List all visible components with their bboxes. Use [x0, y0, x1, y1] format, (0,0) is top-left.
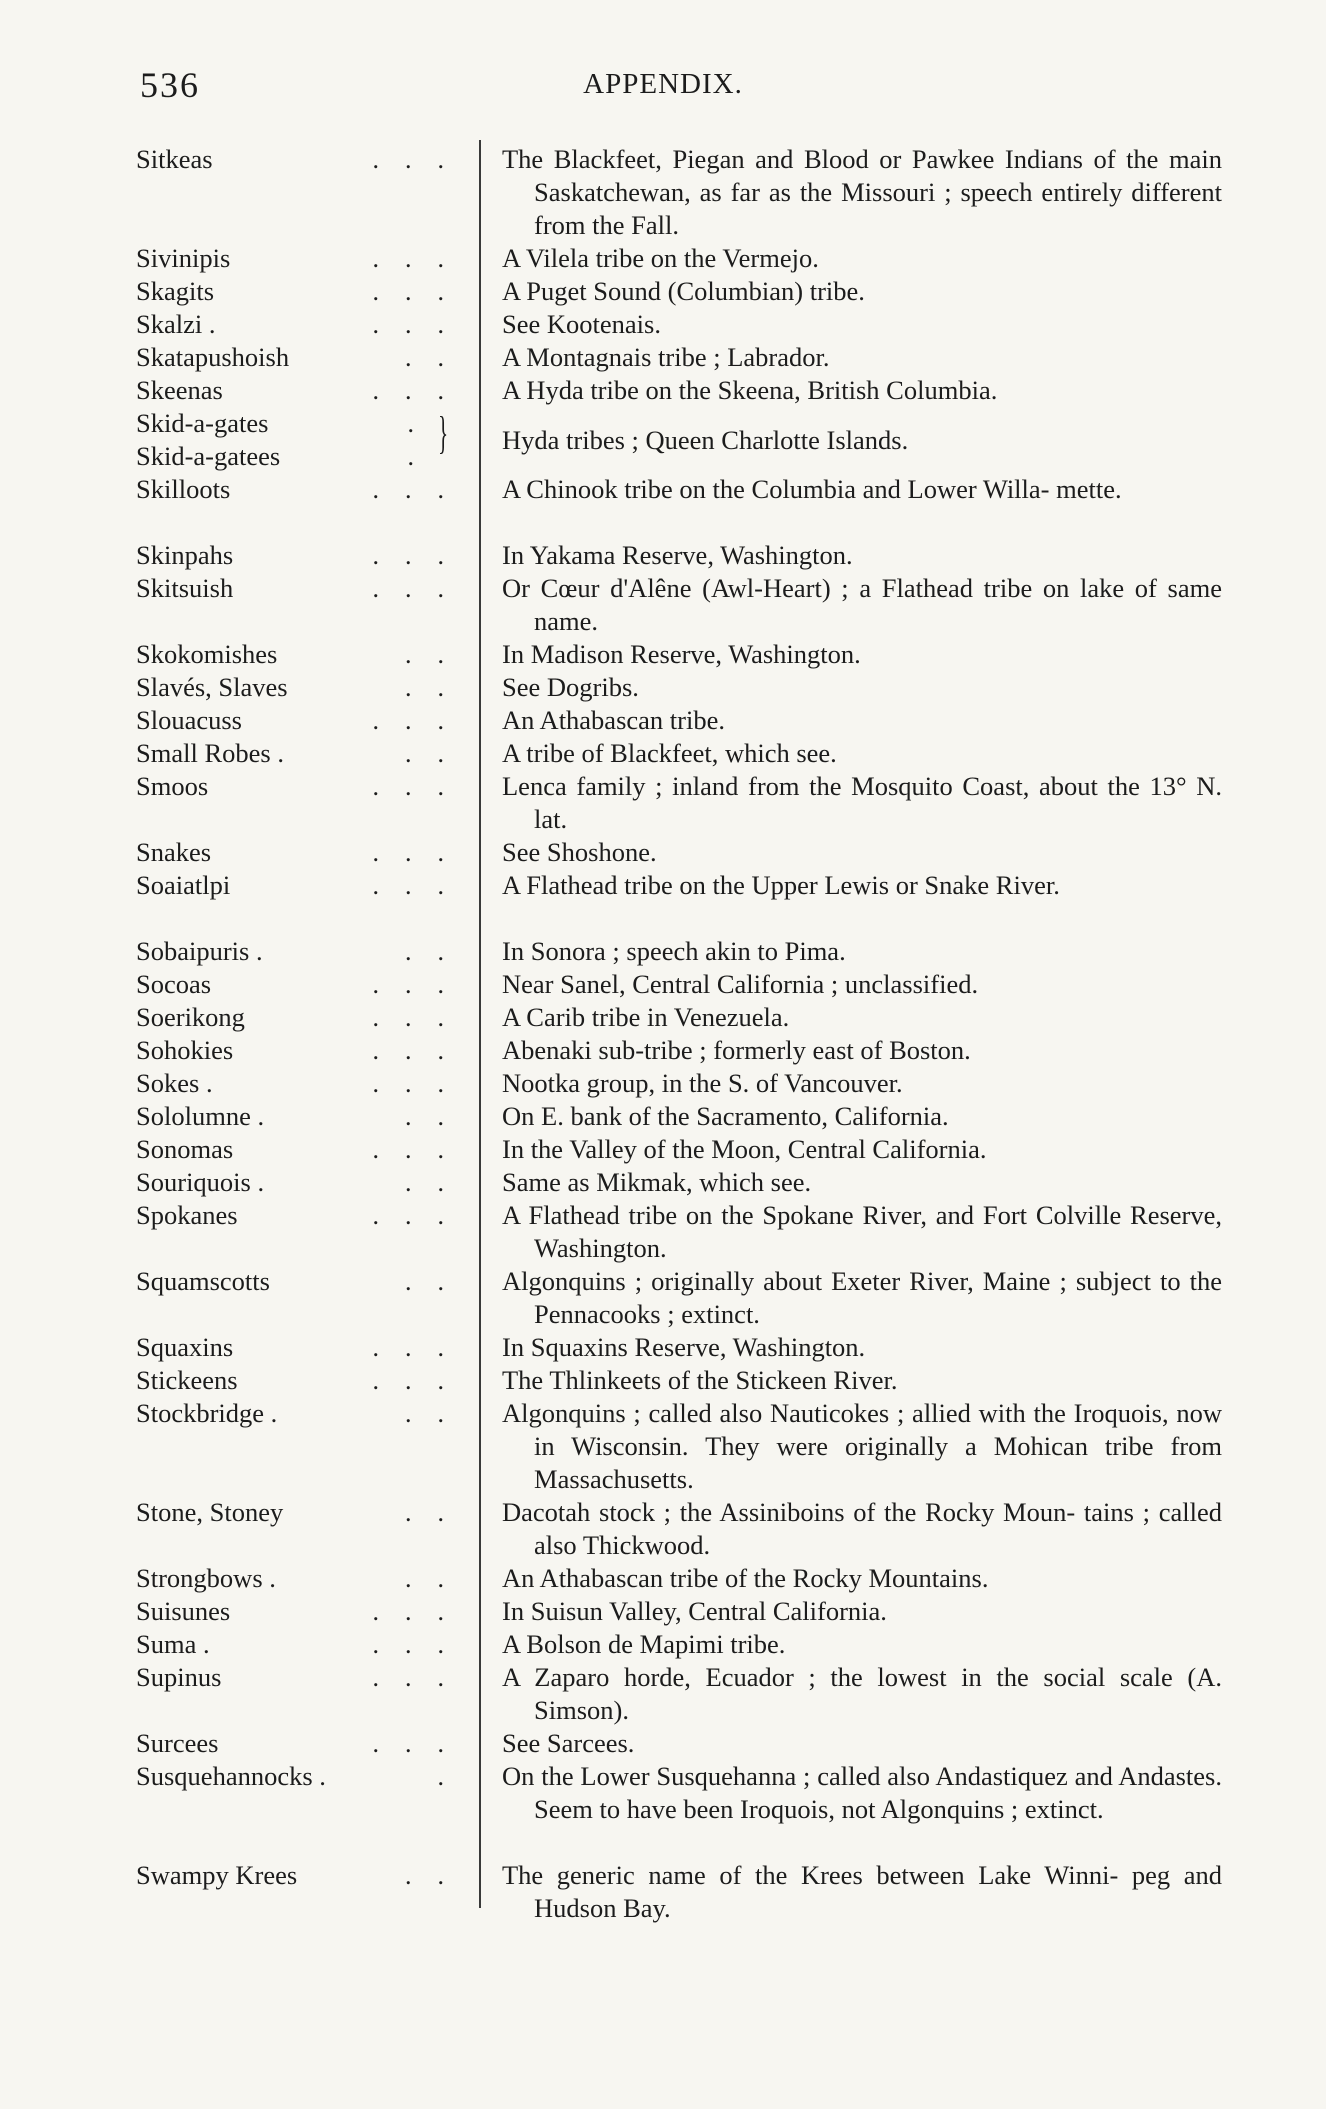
leader-dots: ...	[372, 706, 470, 735]
leader-dots: ..	[405, 343, 470, 372]
entry-description: See Shoshone.	[502, 837, 657, 867]
leader-dots: ..	[405, 1564, 470, 1593]
leader-dots: ...	[372, 838, 470, 867]
entry-name: Small Robes .	[136, 738, 284, 768]
entry-name: Skeenas	[136, 375, 223, 405]
entry-description: A Vilela tribe on the Vermejo.	[502, 243, 819, 273]
entry-description: Near Sanel, Central California ; unclassified.	[502, 969, 979, 999]
entry-description: See Dogribs.	[502, 672, 639, 702]
entry-name: Skatapushoish	[136, 342, 290, 372]
leader-dots: ..	[405, 640, 470, 669]
leader-dots: ...	[372, 574, 470, 603]
entry-description: An Athabascan tribe of the Rocky Mountains.	[502, 1563, 989, 1593]
entry-description: On E. bank of the Sacramento, California.	[502, 1101, 949, 1131]
entry-name: Surcees	[136, 1728, 219, 1758]
entry-description: Same as Mikmak, which see.	[502, 1167, 812, 1197]
entry-name: Stickeens	[136, 1365, 238, 1395]
leader-dots: ...	[372, 1597, 470, 1626]
entry-description: A Zaparo horde, Ecuador ; the lowest in the social scale (A. Simson).	[502, 1662, 1222, 1725]
entry-description: Nootka group, in the S. of Vancouver.	[502, 1068, 903, 1098]
leader-dots: ..	[405, 673, 470, 702]
entry-description: On the Lower Susquehanna ; called also Andastiquez and Andastes. Seem to have been Iroquois, not Algonquins ; extinct.	[502, 1761, 1222, 1824]
leader-dots: ...	[372, 145, 470, 174]
entry-description: The Blackfeet, Piegan and Blood or Pawkee Indians of the main Saskatchewan, as far as the Missouri ; speech entirely different from the Fall.	[502, 144, 1222, 240]
entry-name: Slavés, Slaves	[136, 672, 288, 702]
leader-dots: ...	[372, 376, 470, 405]
entry-name: Suisunes	[136, 1596, 231, 1626]
entry-name: Skalzi .	[136, 309, 216, 339]
entry-description: A Puget Sound (Columbian) tribe.	[502, 276, 865, 306]
entry-description: A Hyda tribe on the Skeena, British Columbia.	[502, 375, 998, 405]
entry-description: An Athabascan tribe.	[502, 705, 725, 735]
entry-description: Hyda tribes ; Queen Charlotte Islands.	[502, 425, 909, 455]
leader-dots: ...	[372, 970, 470, 999]
entry-name: Skilloots	[136, 474, 231, 504]
brace-icon: }	[438, 407, 449, 458]
entry-description: In Yakama Reserve, Washington.	[502, 540, 853, 570]
leader-dots: ...	[372, 1135, 470, 1164]
entry-name: Sivinipis	[136, 243, 231, 273]
entry-description: The generic name of the Krees between Lake Winni- peg and Hudson Bay.	[502, 1860, 1222, 1923]
leader-dots: .	[437, 1762, 470, 1791]
entry-name: Soerikong	[136, 1002, 245, 1032]
entry-description: In Madison Reserve, Washington.	[502, 639, 861, 669]
leader-dots: ...	[372, 772, 470, 801]
leader-dots: ...	[372, 1333, 470, 1362]
entry-name: Susquehannocks .	[136, 1761, 326, 1791]
leader-dots: ...	[372, 1663, 470, 1692]
entry-name: Skinpahs	[136, 540, 234, 570]
entry-name: Squaxins	[136, 1332, 234, 1362]
entry-description: A tribe of Blackfeet, which see.	[502, 738, 837, 768]
leader-dots: .	[407, 442, 440, 471]
entry-name: Souriquois .	[136, 1167, 265, 1197]
entry-name: Sokes .	[136, 1068, 213, 1098]
leader-dots: ...	[372, 541, 470, 570]
leader-dots: ...	[372, 475, 470, 504]
leader-dots: ...	[372, 310, 470, 339]
entry-name: Suma .	[136, 1629, 210, 1659]
entry-name: Sololumne .	[136, 1101, 265, 1131]
leader-dots: ...	[372, 1201, 470, 1230]
entry-name: Skagits	[136, 276, 215, 306]
entry-name: Socoas	[136, 969, 212, 999]
page-number: 536	[140, 65, 200, 105]
entry-name: Slouacuss	[136, 705, 242, 735]
entry-description: In Squaxins Reserve, Washington.	[502, 1332, 866, 1362]
running-title: APPENDIX.	[583, 68, 743, 100]
entry-description: In Sonora ; speech akin to Pima.	[502, 936, 846, 966]
entry-description: Abenaki sub-tribe ; formerly east of Boston.	[502, 1035, 971, 1065]
leader-dots: ..	[405, 1102, 470, 1131]
entry-description: A Bolson de Mapimi tribe.	[502, 1629, 786, 1659]
entry-description: In Suisun Valley, Central California.	[502, 1596, 887, 1626]
leader-dots: ..	[405, 1168, 470, 1197]
entry-name: Squamscotts	[136, 1266, 270, 1296]
entry-name: Skid-a-gates	[136, 408, 269, 438]
entry-description: A Montagnais tribe ; Labrador.	[502, 342, 830, 372]
entry-name: Stone, Stoney	[136, 1497, 284, 1527]
leader-dots: ..	[405, 739, 470, 768]
entry-name: Sohokies	[136, 1035, 234, 1065]
entry-description: A Flathead tribe on the Spokane River, and Fort Colville Reserve, Washington.	[502, 1200, 1222, 1263]
leader-dots: ..	[405, 1399, 470, 1428]
entry-name: Smoos	[136, 771, 209, 801]
leader-dots: ..	[405, 937, 470, 966]
entry-name: Sonomas	[136, 1134, 234, 1164]
leader-dots: ...	[372, 1366, 470, 1395]
entry-description: Or Cœur d'Alêne (Awl-Heart) ; a Flathead tribe on lake of same name.	[502, 573, 1222, 636]
entry-name: Swampy Krees	[136, 1860, 298, 1890]
entry-description: Algonquins ; originally about Exeter River, Maine ; subject to the Pennacooks ; extinct.	[502, 1266, 1222, 1329]
entry-description: A Chinook tribe on the Columbia and Lower Willa- mette.	[502, 474, 1122, 504]
entry-name: Sitkeas	[136, 144, 213, 174]
leader-dots: ..	[405, 1861, 470, 1890]
entry-name: Sobaipuris .	[136, 936, 263, 966]
entry-name: Skokomishes	[136, 639, 278, 669]
leader-dots: ..	[405, 1498, 470, 1527]
leader-dots: ...	[372, 1036, 470, 1065]
leader-dots: ...	[372, 277, 470, 306]
entry-name: Skid-a-gatees	[136, 441, 281, 471]
entry-name: Skitsuish	[136, 573, 234, 603]
entry-description: A Carib tribe in Venezuela.	[502, 1002, 790, 1032]
leader-dots: ...	[372, 871, 470, 900]
entry-description: The Thlinkeets of the Stickeen River.	[502, 1365, 898, 1395]
entry-description: Lenca family ; inland from the Mosquito Coast, about the 13° N. lat.	[502, 771, 1222, 834]
entry-description: Dacotah stock ; the Assiniboins of the Rocky Moun- tains ; called also Thickwood.	[502, 1497, 1222, 1560]
entry-name: Strongbows .	[136, 1563, 276, 1593]
entry-name: Soaiatlpi	[136, 870, 231, 900]
entry-description: See Sarcees.	[502, 1728, 635, 1758]
entry-name: Stockbridge .	[136, 1398, 278, 1428]
leader-dots: ...	[372, 1729, 470, 1758]
leader-dots: .	[407, 409, 440, 438]
entry-name: Supinus	[136, 1662, 222, 1692]
entry-description: A Flathead tribe on the Upper Lewis or Snake River.	[502, 870, 1060, 900]
leader-dots: ...	[372, 1003, 470, 1032]
leader-dots: ...	[372, 244, 470, 273]
leader-dots: ...	[372, 1069, 470, 1098]
entry-description: See Kootenais.	[502, 309, 661, 339]
entry-name: Spokanes	[136, 1200, 238, 1230]
entry-description: In the Valley of the Moon, Central California.	[502, 1134, 987, 1164]
leader-dots: ...	[372, 1630, 470, 1659]
entry-description: Algonquins ; called also Nauticokes ; allied with the Iroquois, now in Wisconsin. They were originally a Mohican tribe from Massachusetts.	[502, 1398, 1222, 1494]
entry-name: Snakes	[136, 837, 212, 867]
leader-dots: ..	[405, 1267, 470, 1296]
